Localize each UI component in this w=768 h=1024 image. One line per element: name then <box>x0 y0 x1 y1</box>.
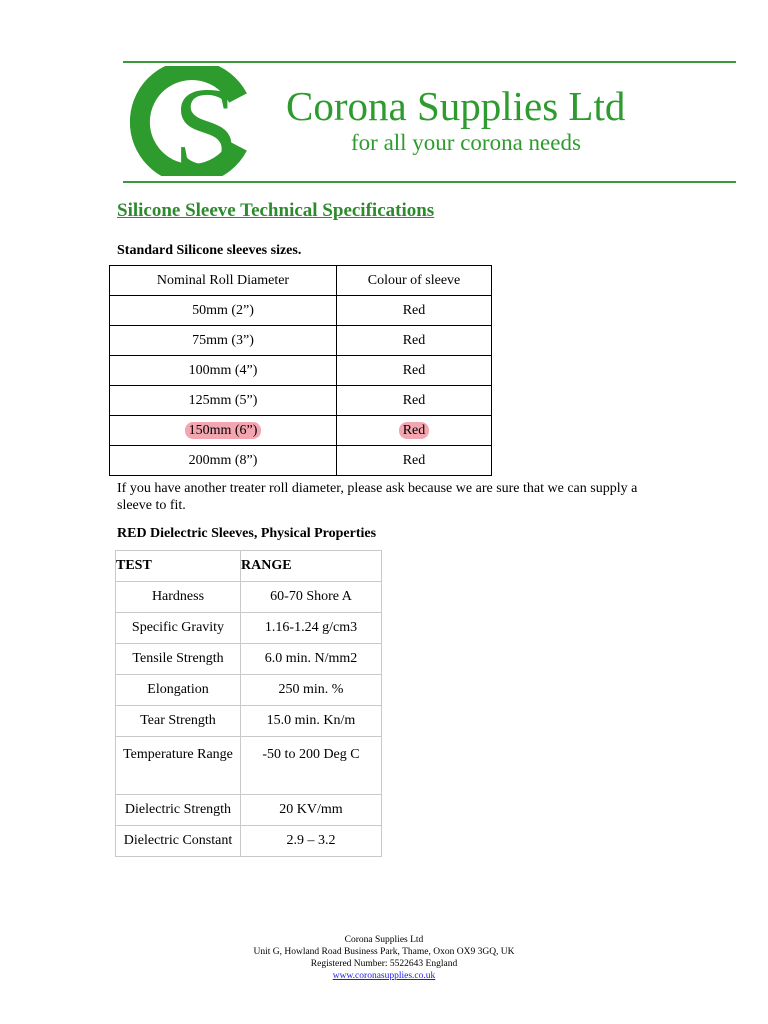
test-cell: Tensile Strength <box>116 644 241 675</box>
table-row <box>116 675 382 706</box>
range-cell: 15.0 min. Kn/m <box>241 706 382 737</box>
roll-diameter-cell: 50mm (2”) <box>110 296 337 326</box>
column-header: TEST <box>116 551 241 582</box>
range-cell: 250 min. % <box>241 675 382 706</box>
roll-diameter-cell: 100mm (4”) <box>110 356 337 386</box>
sleeve-colour-cell: Red <box>337 446 492 476</box>
footer-address: Unit G, Howland Road Business Park, Thame, Oxon OX9 3GQ, UK <box>253 947 515 957</box>
sizes-table <box>109 265 492 476</box>
range-cell: 6.0 min. N/mm2 <box>241 644 382 675</box>
column-header: RANGE <box>241 551 382 582</box>
properties-table <box>115 550 382 857</box>
table-row <box>110 326 492 356</box>
column-header: Nominal Roll Diameter <box>110 266 337 296</box>
table-row <box>116 737 382 795</box>
sleeve-colour-cell: Red <box>337 296 492 326</box>
table-row <box>116 826 382 857</box>
table-row <box>116 582 382 613</box>
range-cell: 1.16-1.24 g/cm3 <box>241 613 382 644</box>
column-header: Colour of sleeve <box>337 266 492 296</box>
company-logo <box>130 66 248 176</box>
table-row <box>116 613 382 644</box>
document-title: Silicone Sleeve Technical Specifications <box>117 200 435 221</box>
website-link[interactable]: www.coronasupplies.co.uk <box>332 971 436 981</box>
roll-diameter-cell: 75mm (3”) <box>110 326 337 356</box>
table-row <box>116 795 382 826</box>
table-row <box>116 706 382 737</box>
roll-diameter-cell: 200mm (8”) <box>110 446 337 476</box>
test-cell: Dielectric Constant <box>116 826 241 857</box>
test-cell: Elongation <box>116 675 241 706</box>
range-cell: 60-70 Shore A <box>241 582 382 613</box>
test-cell: Temperature Range <box>116 737 241 795</box>
table-row <box>110 296 492 326</box>
table-header-row <box>116 551 382 582</box>
sleeve-colour-cell: Red <box>337 356 492 386</box>
table-header-row <box>110 266 492 296</box>
range-cell: -50 to 200 Deg C <box>241 737 382 795</box>
highlighted-text: 150mm (6”) <box>185 422 262 439</box>
table-row <box>110 446 492 476</box>
sleeve-colour-cell <box>337 416 492 446</box>
table-row-highlighted <box>110 416 492 446</box>
test-cell: Dielectric Strength <box>116 795 241 826</box>
company-name: Corona Supplies Ltd <box>286 83 626 129</box>
sleeve-colour-cell: Red <box>337 326 492 356</box>
test-cell: Tear Strength <box>116 706 241 737</box>
footer-company: Corona Supplies Ltd <box>344 935 424 945</box>
sleeve-colour-cell: Red <box>337 386 492 416</box>
table-row <box>116 644 382 675</box>
custom-size-note: If you have another treater roll diameter, please ask because we are sure that we can supply a sleeve to fit. <box>117 481 638 513</box>
company-tagline: for all your corona needs <box>351 130 581 155</box>
test-cell: Specific Gravity <box>116 613 241 644</box>
properties-heading: RED Dielectric Sleeves, Physical Properties <box>117 526 377 541</box>
table-row <box>110 356 492 386</box>
roll-diameter-cell: 125mm (5”) <box>110 386 337 416</box>
header-top-rule <box>123 61 736 63</box>
table-row <box>110 386 492 416</box>
footer-registration: Registered Number: 5522643 England <box>310 959 458 969</box>
test-cell: Hardness <box>116 582 241 613</box>
roll-diameter-cell <box>110 416 337 446</box>
range-cell: 2.9 – 3.2 <box>241 826 382 857</box>
logo-letter-s: S <box>173 66 239 176</box>
sizes-heading: Standard Silicone sleeves sizes. <box>117 243 302 258</box>
page-footer <box>0 934 768 982</box>
highlighted-text: Red <box>399 422 430 439</box>
range-cell: 20 KV/mm <box>241 795 382 826</box>
header-bottom-rule <box>123 181 736 183</box>
